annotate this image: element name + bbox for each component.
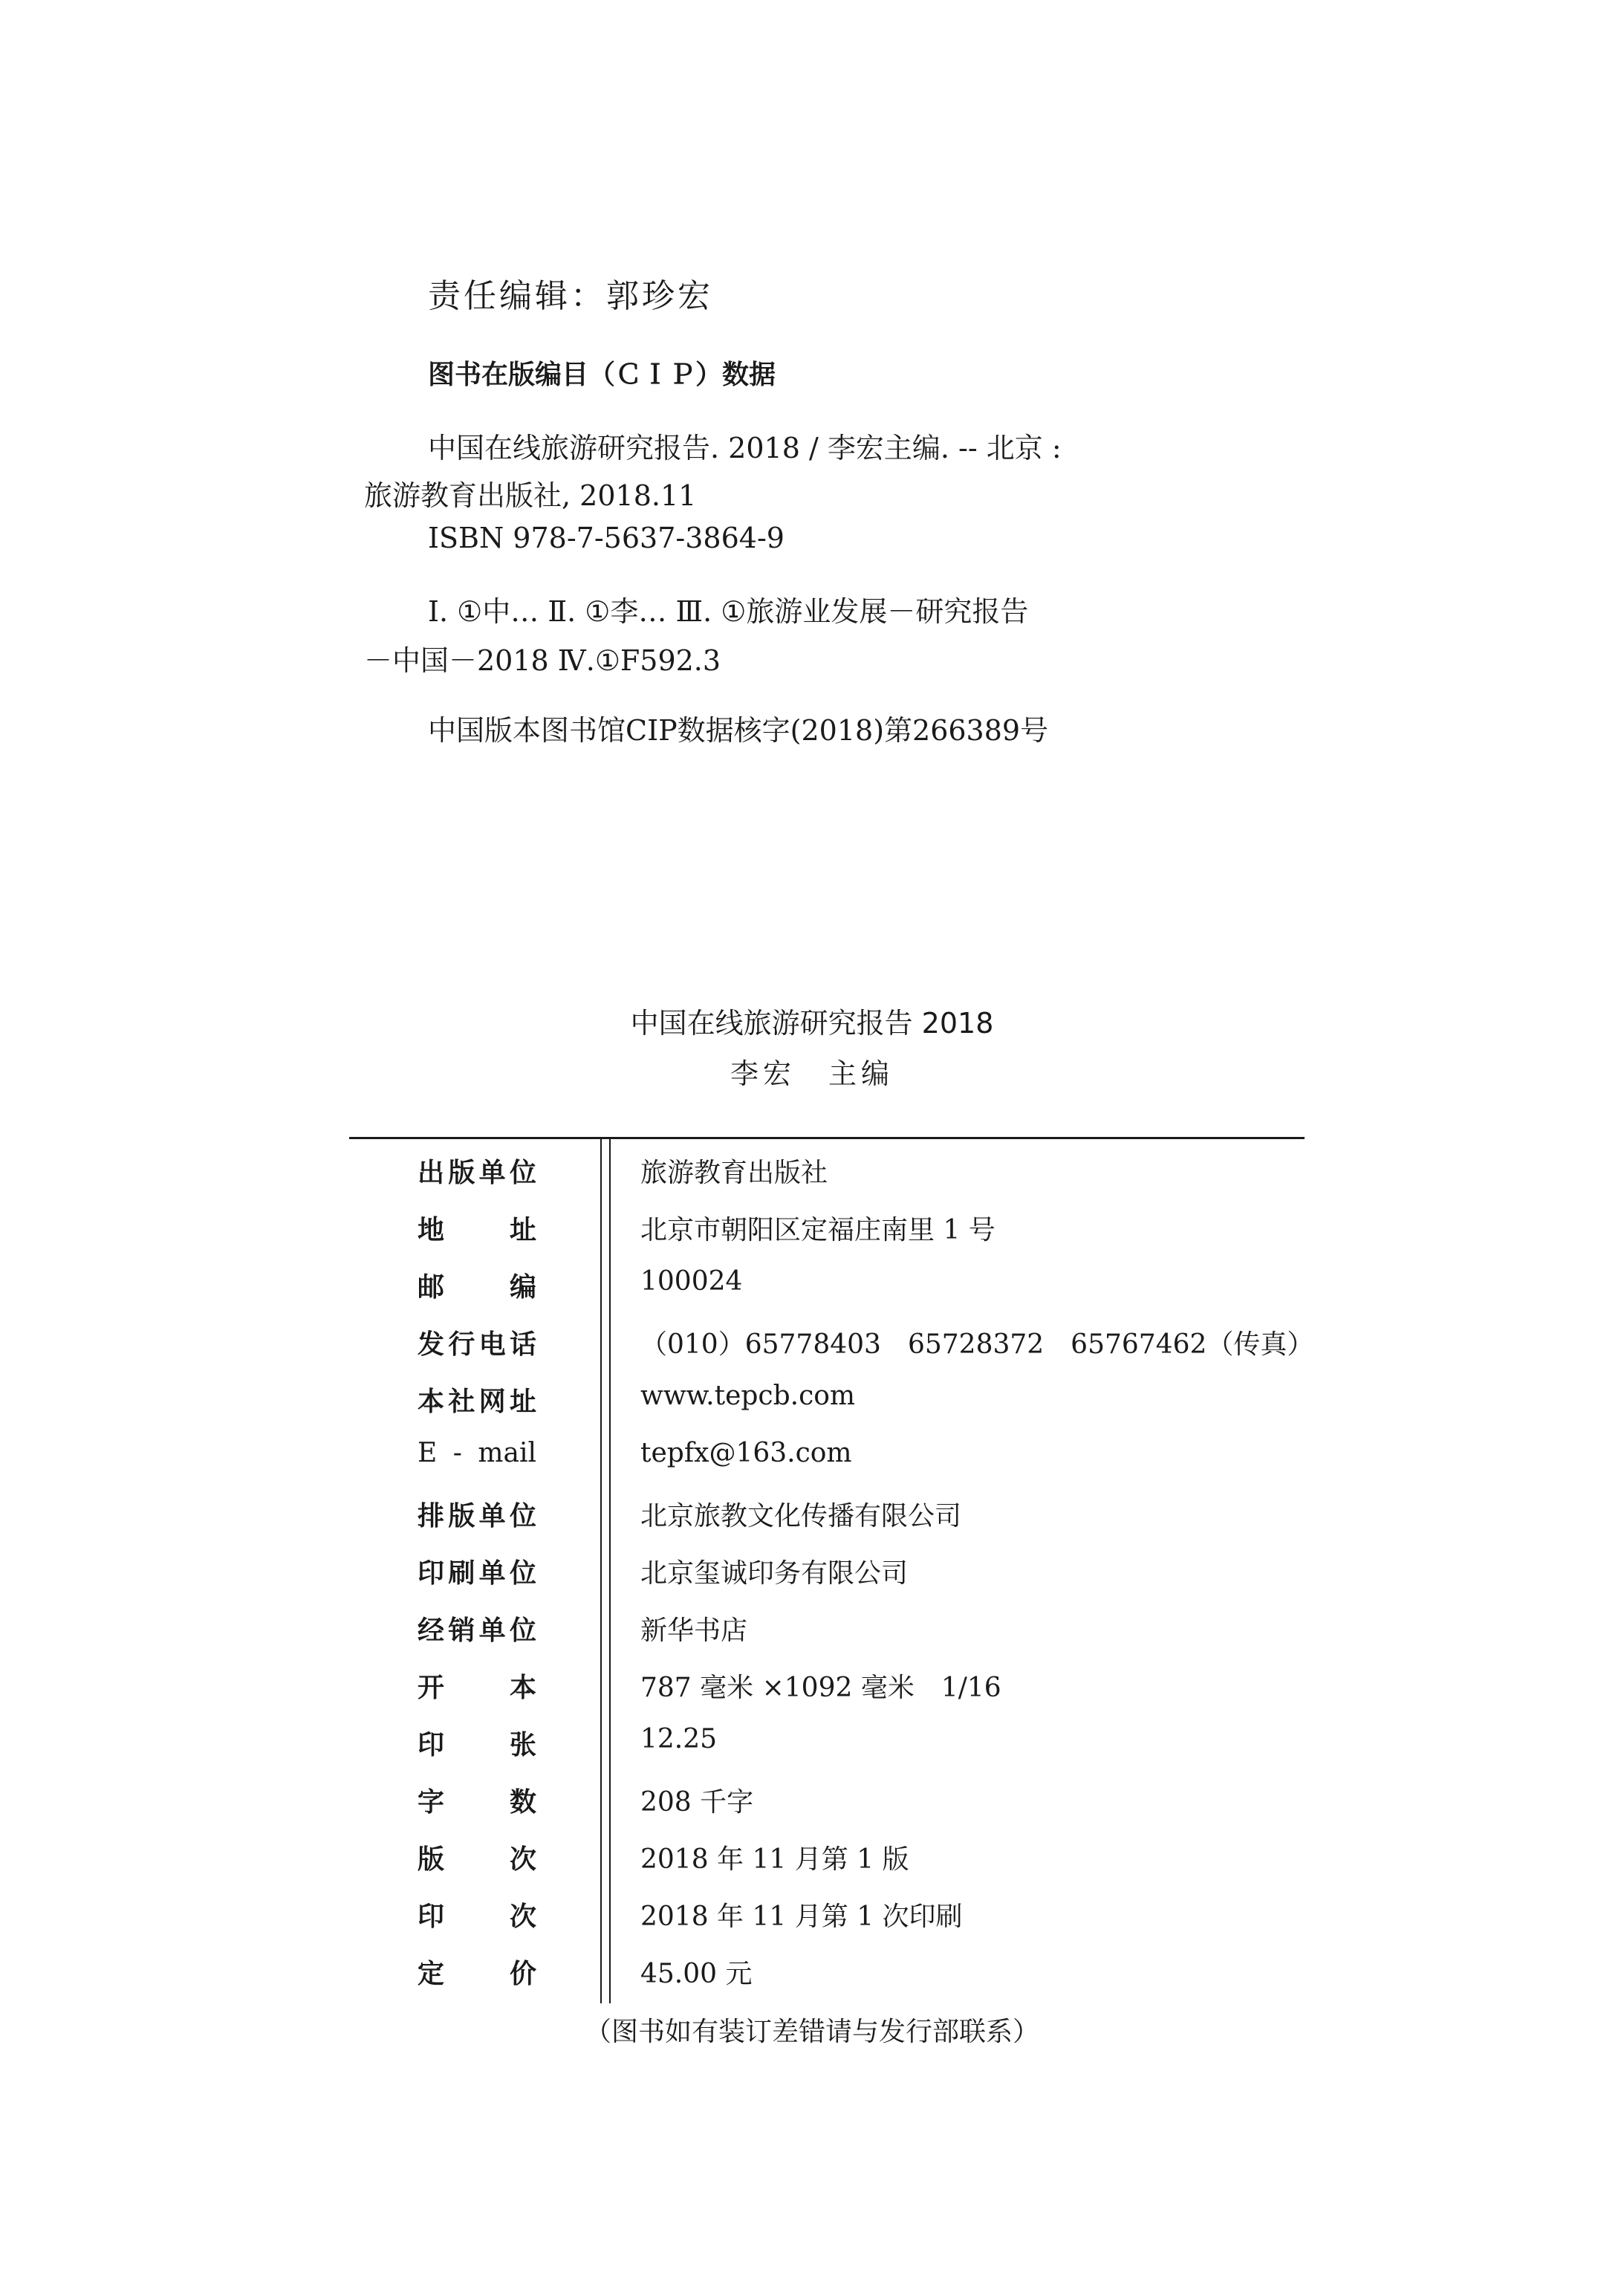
colophon-row — [349, 1887, 1305, 1944]
colophon-label: 出版单位 — [418, 1158, 536, 1188]
cip-heading: 图书在版编目（ＣＩＰ）数据 — [428, 360, 776, 390]
colophon-row — [349, 1143, 1305, 1200]
colophon-row — [349, 1658, 1305, 1715]
cip-line: Ⅰ. ①中… Ⅱ. ①李… Ⅲ. ①旅游业发展－研究报告 — [428, 595, 1029, 628]
colophon-value: 45.00 元 — [640, 1959, 753, 1989]
colophon-value: 旅游教育出版社 — [640, 1158, 828, 1188]
colophon-value: 787 毫米 ×1092 毫米 1/16 — [640, 1673, 1001, 1703]
cip-line: 中国在线旅游研究报告. 2018 / 李宏主编. -- 北京 : — [428, 432, 1062, 464]
colophon-value: 2018 年 11 月第 1 版 — [640, 1844, 909, 1875]
colophon-row — [349, 1772, 1305, 1829]
colophon-label: 发行电话 — [418, 1329, 536, 1360]
responsible-editor: 责任编辑：郭珍宏 — [428, 277, 713, 315]
cip-record-number: 中国版本图书馆CIP数据核字(2018)第266389号 — [428, 714, 1049, 747]
colophon-row — [349, 1315, 1314, 1372]
colophon-label: 地址 — [418, 1215, 536, 1245]
colophon-value: www.tepcb.com — [640, 1381, 856, 1411]
colophon-label: 开本 — [418, 1673, 536, 1703]
colophon-value: 12.25 — [640, 1724, 718, 1754]
colophon-row — [349, 1944, 1305, 2001]
colophon-value: 北京市朝阳区定福庄南里 1 号 — [640, 1215, 995, 1245]
colophon-row — [349, 1601, 1305, 1658]
colophon-label: 印刷单位 — [418, 1558, 536, 1589]
colophon-value: 北京旅教文化传播有限公司 — [640, 1501, 962, 1531]
colophon-row — [349, 1372, 1305, 1429]
colophon-value: 100024 — [640, 1266, 743, 1297]
colophon-row — [349, 1715, 1305, 1772]
cip-line: －中国－2018 Ⅳ.①F592.3 — [364, 644, 721, 677]
colophon-row — [349, 1829, 1305, 1887]
colophon-label: 定价 — [418, 1959, 536, 1989]
colophon-row — [349, 1486, 1305, 1543]
colophon-label: 排版单位 — [418, 1501, 536, 1531]
colophon-top-rule — [349, 1137, 1305, 1139]
colophon-value: （010）65778403 65728372 65767462（传真） — [640, 1329, 1314, 1360]
book-editor: 李宏 主编 — [730, 1057, 894, 1090]
colophon-label: 邮编 — [418, 1272, 536, 1303]
colophon-label: 版次 — [418, 1844, 536, 1875]
colophon-value: tepfx@163.com — [640, 1438, 852, 1468]
colophon-label: E - mail — [418, 1438, 536, 1468]
colophon-row — [349, 1429, 1305, 1486]
colophon-label: 印次 — [418, 1902, 536, 1932]
cip-isbn: ISBN 978-7-5637-3864-9 — [428, 522, 785, 554]
colophon-row — [349, 1543, 1305, 1601]
colophon-label: 字数 — [418, 1787, 536, 1818]
colophon-value: 2018 年 11 月第 1 次印刷 — [640, 1902, 963, 1932]
binding-error-note: （图书如有装订差错请与发行部联系） — [584, 2017, 1039, 2047]
book-title: 中国在线旅游研究报告 2018 — [630, 1007, 994, 1040]
colophon-row — [349, 1257, 1305, 1315]
cip-line: 旅游教育出版社, 2018.11 — [364, 479, 697, 512]
colophon-label: 本社网址 — [418, 1387, 536, 1417]
colophon-value: 208 千字 — [640, 1787, 754, 1818]
colophon-label: 印张 — [418, 1730, 536, 1760]
colophon-label: 经销单位 — [418, 1615, 536, 1646]
colophon-value: 新华书店 — [640, 1615, 748, 1646]
colophon-row — [349, 1200, 1305, 1257]
colophon-value: 北京玺诚印务有限公司 — [640, 1558, 909, 1589]
